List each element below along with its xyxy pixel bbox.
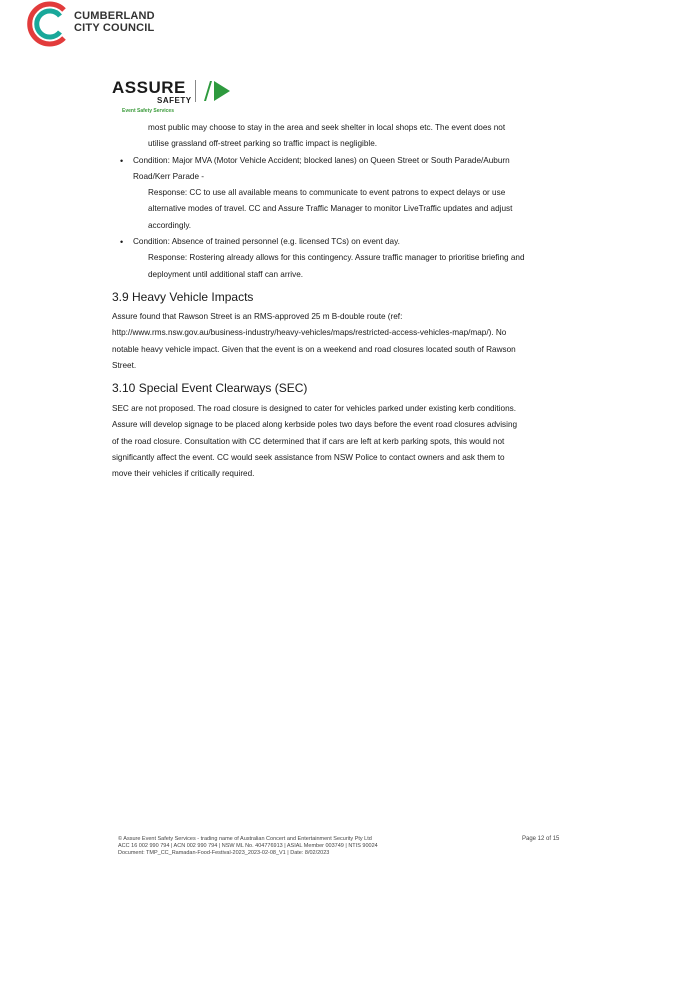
section-heading-heavy-vehicle: 3.9 Heavy Vehicle Impacts (112, 290, 254, 304)
paragraph-line: Street. (112, 360, 137, 370)
response-text: deployment until additional staff can arrive. (148, 269, 304, 279)
section-paragraph-heavy-vehicle (112, 309, 582, 374)
page-number: Page 12 of 15 (522, 836, 560, 842)
paragraph-line: move their vehicles if critically required. (112, 469, 255, 479)
footer-line: Document: TMP_CC_Ramadan-Food-Festival-2023_2023-02-08_V1 | Date: 8/02/2023 (118, 850, 330, 856)
response-text: Response: Rostering already allows for this contingency. Assure traffic manager to prioritise briefing and (148, 253, 525, 263)
assure-logo (112, 78, 242, 118)
bullet-condition-personnel: • Condition: Absence of trained personnel (e.g. licensed TCs) on event day. (112, 234, 582, 250)
section-paragraph-clearways (112, 401, 582, 482)
assure-triangle-icon (202, 79, 232, 103)
council-name-line2: CITY COUNCIL (74, 22, 155, 34)
paragraph-line: Assure will develop signage to be placed along kerbside poles two days before the event road closures advising (112, 420, 518, 430)
paragraph-line: SEC are not proposed. The road closure is designed to cater for vehicles parked under existing kerb conditions. (112, 404, 516, 413)
response-text: accordingly. (148, 220, 192, 230)
assure-wordmark: ASSURE (112, 78, 186, 97)
paragraph-line: of the road closure. Consultation with CC determined that if cars are left at kerb parking spots, this would not (112, 436, 505, 446)
assure-safety-text: SAFETY (157, 96, 192, 105)
logo-divider (195, 80, 196, 102)
response-text: Response: CC to use all available means to communicate to event patrons to expect delays or use (148, 188, 506, 198)
paragraph-line: Assure found that Rawson Street is an RMS-approved 25 m B-double route (ref: (112, 312, 403, 321)
footer-legal (118, 836, 478, 857)
continued-text-line: most public may choose to stay in the area and seek shelter in local shops etc. The event does not (148, 123, 506, 132)
section-heading-clearways: 3.10 Special Event Clearways (SEC) (112, 381, 308, 395)
paragraph-line: notable heavy vehicle impact. Given that the event is on a weekend and road closures located south of Rawson (112, 344, 516, 354)
assure-tagline: Event Safety Services (122, 108, 174, 114)
footer-line: ACC 16 002 990 794 | ACN 002 990 794 | NSW ML No. 404776913 | ASIAL Member 003749 | NTIS 90024 (118, 843, 378, 849)
council-ring-icon (24, 0, 72, 48)
council-name-line1: CUMBERLAND (74, 10, 155, 22)
paragraph-line: significantly affect the event. CC would seek assistance from NSW Police to contact owners and ask them to (112, 452, 505, 462)
paragraph-line: http://www.rms.nsw.gov.au/business-industry/heavy-vehicles/maps/restricted-access-vehicles-map/map/). No (112, 328, 507, 338)
body-content (112, 120, 582, 283)
continued-text-line: utilise grassland off-street parking so traffic impact is negligible. (148, 139, 378, 149)
footer-line: © Assure Event Safety Services - trading name of Australian Concert and Entertainment Security Pty Ltd (118, 836, 372, 842)
council-logo (24, 0, 164, 48)
response-text: alternative modes of travel. CC and Assure Traffic Manager to monitor LiveTraffic updates and adjust (148, 204, 513, 214)
bullet-condition-mva-cont: Road/Kerr Parade - (133, 171, 204, 181)
council-name (74, 10, 155, 34)
bullet-condition-mva: • Condition: Major MVA (Motor Vehicle Accident; blocked lanes) on Queen Street or South Parade/Auburn (112, 153, 582, 169)
